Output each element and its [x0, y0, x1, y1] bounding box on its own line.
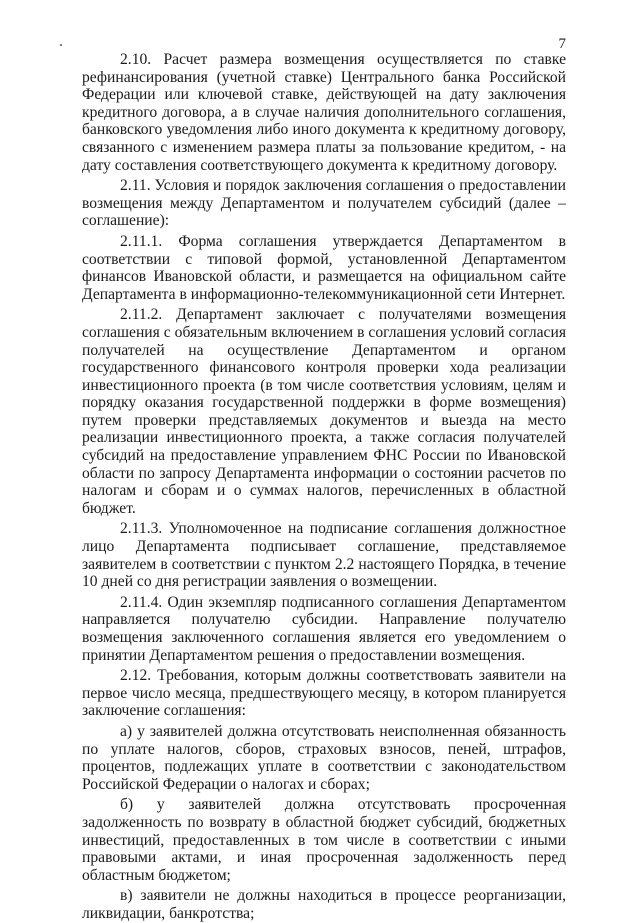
- paragraph-2-12-a: а) у заявителей должна отсутствовать неисполненная обязанность по уплате налогов, сборов, страховых взносов, пеней, штрафов, процентов, подлежащих уплате в соответствии с законодательством Российской Федерации о налогах и сборах;: [82, 722, 566, 793]
- paragraph-2-12-v: в) заявители не должны находиться в процессе реорганизации, ликвидации, банкротства;: [82, 887, 566, 922]
- paragraph-2-11-1: 2.11.1. Форма соглашения утверждается Департаментом в соответствии с типовой формой, установленной Департаментом финансов Ивановской области, и размещается на официальном сайте Департамента в информационно-телекоммуникационной сети Интернет.: [82, 232, 566, 303]
- paragraph-2-12: 2.12. Требования, которым должны соответствовать заявители на первое число месяца, предшествующего месяцу, в котором планируется заключение соглашения:: [82, 667, 566, 720]
- paragraph-2-12-b: б) у заявителей должна отсутствовать просроченная задолженность по возврату в областной бюджет субсидий, бюджетных инвестиций, предоставленных в том числе в соответствии с иными правовыми актами, и иная просроченная задолженность перед областным бюджетом;: [82, 796, 566, 884]
- paragraph-2-11-3: 2.11.3. Уполномоченное на подписание соглашения должностное лицо Департамента подписывает соглашение, представляемое заявителем в соответствии с пунктом 2.2 настоящего Порядка, в течение 10 дней со дня регистрации заявления о возмещении.: [82, 520, 566, 591]
- document-body: [82, 51, 566, 923]
- paragraph-2-11-2: 2.11.2. Департамент заключает с получателями возмещения соглашения с обязательным включением в соглашения условий согласия получателей на осуществление Департаментом и органом государственного финансового контроля проверки хода реализации инвестиционного проекта (в том числе соответствия условиям, целям и порядку оказания государственной поддержки в форме возмещения) путем проверки представляемых документов и выезда на место реализации инвестиционного проекта, а также согласия получателей субсидий на предоставление управлением ФНС России по Ивановской области по запросу Департамента информации о состоянии расчетов по налогам и сборам и о суммах налогов, перечисленных в областной бюджет.: [82, 306, 566, 517]
- paragraph-2-11-4: 2.11.4. Один экземпляр подписанного соглашения Департаментом направляется получателю субсидии. Направление получателю возмещения заключенного соглашения является его уведомлением о принятии Департаментом решения о предоставлении возмещения.: [82, 593, 566, 664]
- page-number: 7: [558, 36, 566, 52]
- paragraph-2-11: 2.11. Условия и порядок заключения соглашения о предоставлении возмещения между Департаментом и получателем субсидий (далее – соглашение):: [82, 177, 566, 230]
- paragraph-2-10: 2.10. Расчет размера возмещения осуществляется по ставке рефинансирования (учетной ставке) Центрального банка Российской Федерации или ключевой ставке, действующей на дату заключения кредитного договора, а в случае наличия дополнительного соглашения, банковского уведомления либо иного документа к кредитному договору, связанного с изменением размера платы за пользование кредитом, - на дату составления соответствующего документа к кредитному договору.: [82, 51, 566, 174]
- scan-speck: [60, 44, 62, 46]
